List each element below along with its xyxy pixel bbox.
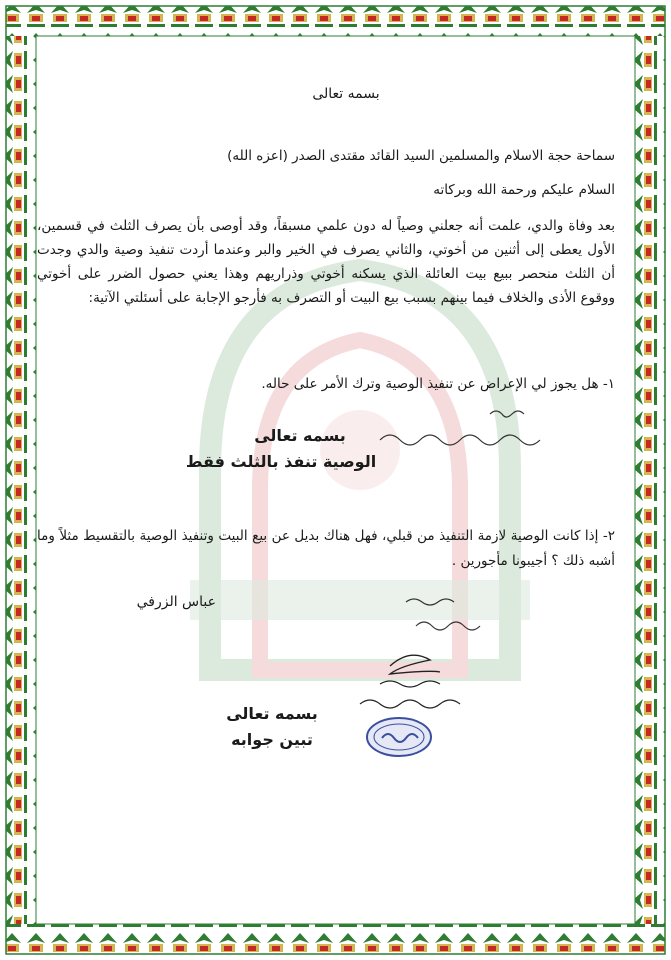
question-2: ٢- إذا كانت الوصية لازمة التنفيذ من قبلي، فهل هناك بديل عن بيع البيت وتنفيذ الوصية بالتقسيط مثلاً وما أشبه ذلك ؟ أجيبونا مأجورين . (37, 528, 615, 569)
body-paragraph: بعد وفاة والدي، علمت أنه جعلني وصياً له دون علمي مسبقاً، وقد أوصى بأن يصرف الثلث في قسمين، الأول يعطى إلى أثنين من أخوتي، والثاني يصرف في الخير والبر وعندما أردت تنفيذ وصية والدي وجدت أن الثلث منحصر ببيع بيت العائلة الذي يسكنه أخوتي وذراريهم وهذا يعني حصول الضرر على أخوتي ووقوع الأذى والخلاف فيما بينهم بسبب بيع البيت أو التصرف به فأرجو الإجابة على أسئلتي الآتية: (37, 218, 615, 306)
greeting-line: السلام عليكم ورحمة الله وبركاته (433, 182, 615, 198)
sender-signature-name: عباس الزرفي (136, 594, 216, 610)
office-seal (364, 716, 434, 758)
answer-1-text: الوصية تنفذ بالثلث فقط (185, 452, 377, 471)
handwritten-note-1 (370, 406, 560, 456)
letter-page (36, 36, 635, 924)
addressee-line: سماحة حجة الاسلام والمسلمين السيد القائد مقتدى الصدر (اعزه الله) (227, 148, 615, 164)
answer-1-title: بسمه تعالى (254, 426, 346, 445)
handwritten-signature (350, 646, 510, 716)
letter-header: بسمه تعالى (312, 86, 380, 102)
answer-2-text: تبين جوابه (231, 730, 313, 749)
question-1: ١- هل يجوز لي الإعراض عن تنفيذ الوصية وترك الأمر على حاله. (261, 376, 615, 392)
handwritten-note-2 (396, 592, 516, 640)
answer-2-title: بسمه تعالى (226, 704, 318, 723)
